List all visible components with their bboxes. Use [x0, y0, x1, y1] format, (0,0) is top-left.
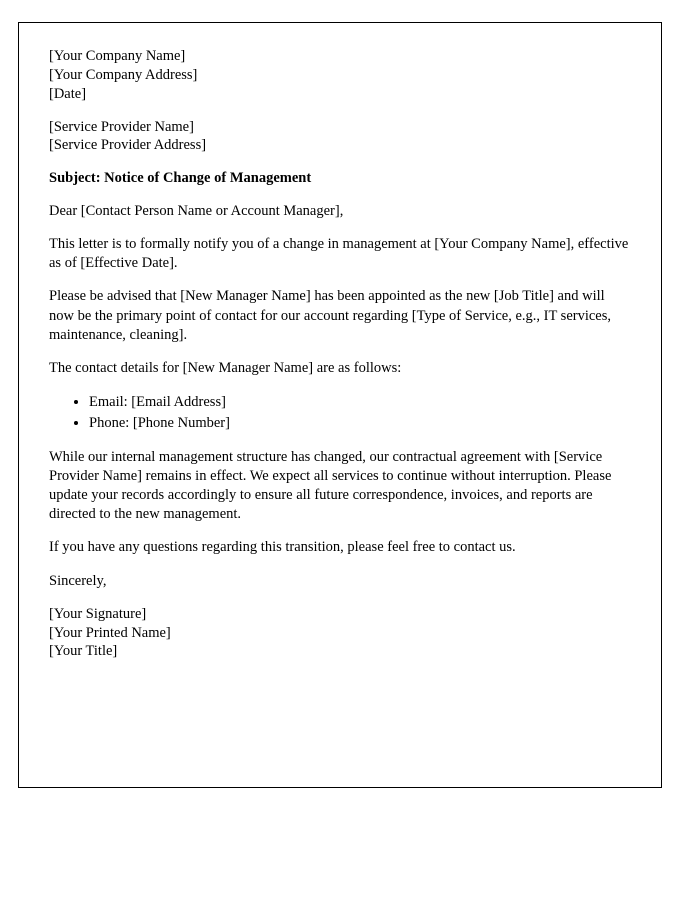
sender-address-block: [49, 47, 631, 104]
contact-details-list: [49, 392, 631, 434]
printed-name-line: [Your Printed Name]: [49, 624, 171, 641]
salutation: Dear [Contact Person Name or Account Manager],: [49, 203, 344, 220]
sign-off: Sincerely,: [49, 572, 107, 589]
recipient-address: [Service Provider Address]: [49, 137, 207, 154]
sender-company-name: [Your Company Name]: [49, 48, 186, 64]
title-line: [Your Title]: [49, 643, 118, 660]
document-page: [18, 22, 662, 788]
paragraph-appointment: Please be advised that [New Manager Name] has been appointed as the new [Job Title] and will now be the primary point of contact for our account regarding [Type of Service, e.g., IT services, maintenance, cleaning].: [49, 288, 612, 343]
sender-company-address: [Your Company Address]: [49, 66, 198, 83]
paragraph-agreement: While our internal management structure has changed, our contractual agreement with [Service Provider Name] remains in effect. We expect all services to continue without interruption. Please update your records accordingly to ensure all future correspondence, invoices, and reports are directed to the new management.: [49, 448, 612, 523]
signature-line: [Your Signature]: [49, 605, 147, 622]
letter-body: [49, 47, 631, 675]
list-item: • Email: [Email Address]: [89, 392, 631, 413]
subject-line: Subject: Notice of Change of Management: [49, 170, 312, 187]
signature-block: [49, 605, 631, 662]
list-item: • Phone: [Phone Number]: [89, 413, 631, 434]
paragraph-notification: This letter is to formally notify you of a change in management at [Your Company Name], effective as of [Effective Date].: [49, 236, 629, 272]
paragraph-contact-intro: The contact details for [New Manager Name] are as follows:: [49, 359, 402, 376]
recipient-name: [Service Provider Name]: [49, 118, 194, 135]
recipient-address-block: [49, 118, 631, 156]
paragraph-questions: If you have any questions regarding this transition, please feel free to contact us.: [49, 539, 516, 556]
letter-date: [Date]: [49, 85, 87, 102]
